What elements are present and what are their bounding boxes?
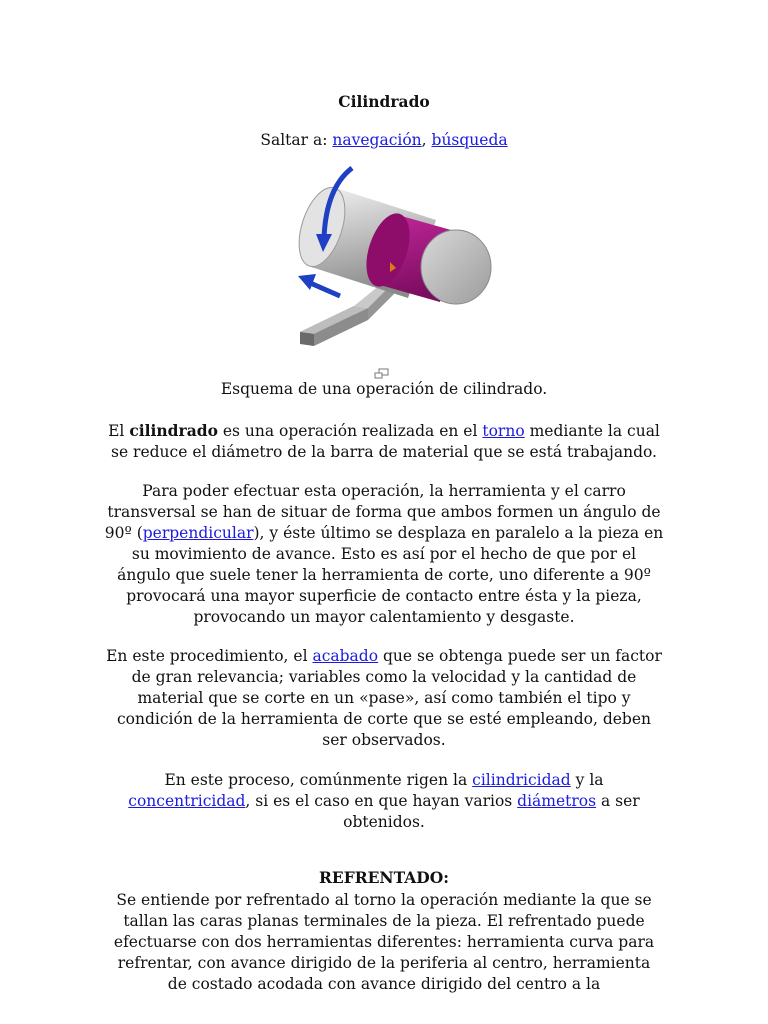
text-span: Para poder efectuar esta operación, la herramienta y el carro transversal se han de situar de forma que ambos formen un ángulo de 90º ( (104, 482, 661, 542)
enlarge-icon[interactable] (374, 365, 390, 377)
concentricidad-link[interactable]: concentricidad (128, 792, 246, 810)
paragraph-refrentado: Se entiende por refrentado al torno la operación mediante la que se tallan las caras planas terminales de la pieza. El refrentado puede efectuarse con dos herramientas diferentes: herramienta curva para refrentar, con avance dirigido de la periferia al centro, herramienta de costado acodada con avance dirigido del centro a la (113, 891, 655, 993)
jump-separator: , (421, 131, 432, 149)
jump-to-line (0, 131, 768, 149)
feed-arrow-icon (298, 274, 340, 296)
cilindricidad-link[interactable]: cilindricidad (472, 771, 571, 789)
torno-link[interactable]: torno (482, 422, 525, 440)
paragraph-procedure (104, 481, 664, 628)
jump-prefix: Saltar a: (260, 131, 333, 149)
turning-diagram-svg (290, 158, 500, 368)
text-span: En este procedimiento, el (106, 647, 313, 665)
text-span: que se obtenga puede ser un factor de gran relevancia; variables como la velocidad y la cantidad de material que se corte en un «pase», así como también el tipo y condición de la herramienta de corte que se esté empleando, deben ser observados. (116, 647, 662, 749)
text-span: , si es el caso en que hayan varios (245, 792, 518, 810)
text-span: En este proceso, comúnmente rigen la (164, 771, 473, 789)
text-span: es una operación realizada en el (217, 422, 483, 440)
acabado-link[interactable]: acabado (312, 647, 379, 665)
bold-term: cilindrado (129, 421, 218, 440)
paragraph-finish (104, 646, 664, 751)
text-span: y la (570, 771, 604, 789)
search-link[interactable]: búsqueda (431, 131, 508, 149)
cutting-tool (300, 280, 394, 346)
diametros-link[interactable]: diámetros (517, 792, 597, 810)
paragraph-tolerances (104, 770, 664, 833)
text-span: ), y éste último se desplaza en paralelo a la pieza en su movimiento de avance. Esto es así por el hecho de que por el ángulo que suele tener la herramienta de corte, uno diferente a 90º provocará una mayor superficie de contacto entre ésta y la pieza, provocando un mayor calentamiento y desgaste. (117, 524, 664, 626)
text-span: a ser obtenidos. (343, 792, 640, 831)
section-heading-refrentado: REFRENTADO: (319, 868, 449, 887)
figure-caption: Esquema de una operación de cilindrado. (220, 380, 548, 398)
paragraph-definition (104, 420, 664, 463)
navigation-link[interactable]: navegación (332, 131, 422, 149)
perpendicular-link[interactable]: perpendicular (142, 524, 254, 542)
text-span: mediante la cual se reduce el diámetro de la barra de material que se está trabajando. (111, 422, 660, 461)
turning-diagram[interactable] (290, 158, 500, 368)
page-title: Cilindrado (338, 92, 430, 111)
text-span: El (108, 422, 130, 440)
